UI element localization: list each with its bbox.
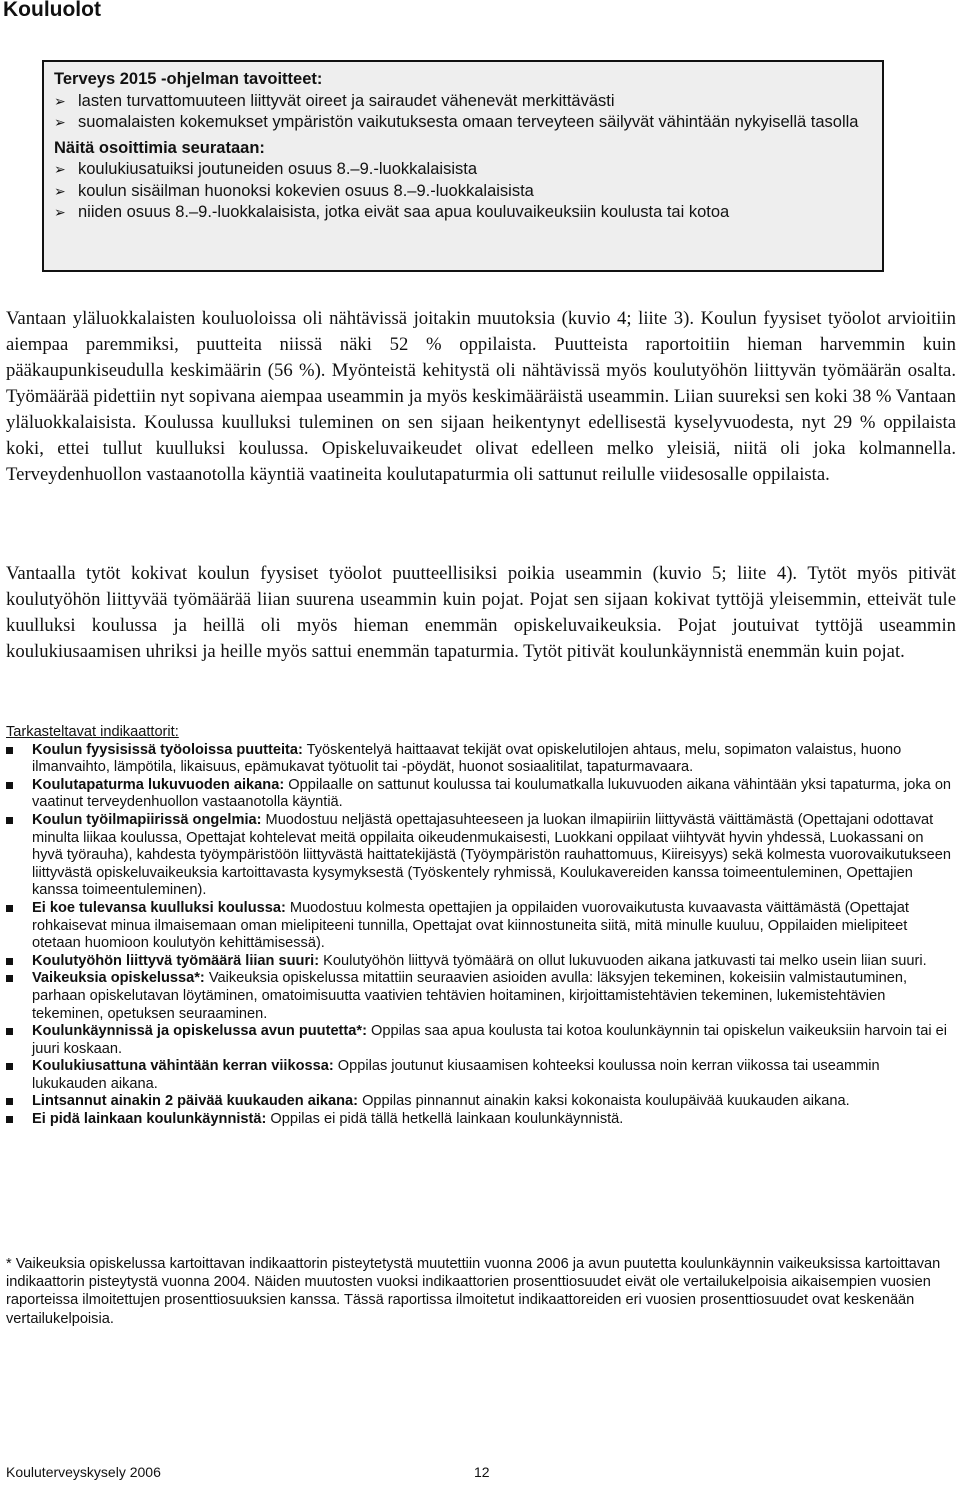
arrow-bullet-icon: ➢ [54,92,66,109]
examined-indicators-heading: Tarkasteltavat indikaattorit: [6,724,179,740]
square-bullet-icon [6,1098,13,1105]
followed-indicator-item: ➢ koulun sisäilman huonoksi kokevien osuus 8.–9.-luokkalaisista [54,181,872,203]
square-bullet-icon [6,1116,13,1123]
followed-indicator-item: ➢ koulukiusatuiksi joutuneiden osuus 8.–9.-luokkalaisista [54,159,872,181]
goal-item: ➢ suomalaisten kokemukset ympäristön vaikutuksesta omaan terveyteen säilyvät vähintään nykyisellä tasolla [54,112,872,134]
indicator-item: Vaikeuksia opiskelussa*: Vaikeuksia opiskelussa mitattiin seuraavien asioiden avulla: läksyjen tekeminen, kokeisiin valmistautuminen, parhaan opiskelutavan löytäminen, omatoimisuutta vaativien tehtävien hoitaminen, kirjoittamistehtävien tekeminen, lukemistehtävien tekeminen, opetuksen seuraaminen. [6,970,954,1023]
goals-list [54,91,872,134]
indicator-item: Lintsannut ainakin 2 päivää kuukauden aikana: Oppilas pinnannut ainakin kaksi kokonaista koulupäivää kuukauden aikana. [6,1093,954,1111]
arrow-bullet-icon: ➢ [54,182,66,199]
indicator-item: Koulunkäynnissä ja opiskelussa avun puutetta*: Oppilas saa apua koulusta tai kotoa koulunkäynnin tai opiskelun vaikeuksiin harvoin tai ei juuri koskaan. [6,1023,954,1058]
square-bullet-icon [6,905,13,912]
body-paragraph: Vantaalla tytöt kokivat koulun fyysiset työolot puutteellisiksi poikia useammin (kuvio 5; liite 4). Tytöt myös pitivät koulutyöhön liittyvää työmäärää liian suurena useammin kuin pojat. Pojat sen sijaan kokivat tyttöjä yleisemmin, etteivät tule kuulluksi koulussa ja heillä oli myös hieman enemmän opiskeluvaikeuksia. Pojat joutuivat tyttöjä useammin koulukiusaamisen uhriksi ja heille myös sattui enemmän tapaturmia. Tytöt pitivät koulunkäynnistä enemmän kuin pojat. [6,563,956,662]
followed-indicator-item: ➢ niiden osuus 8.–9.-luokkalaisista, jotka eivät saa apua kouluvaikeuksiin koulusta tai kotoa [54,202,872,224]
square-bullet-icon [6,817,13,824]
arrow-bullet-icon: ➢ [54,161,66,177]
footnote: * Vaikeuksia opiskelussa kartoittavan indikaattorin pisteytetystä muutettiin vuonna 2006 ja avun puutetta koulunkäynnin vaikeuksissa kartoittavan indikaattorin pisteytystä vuonna 2004. Näiden muutosten vuoksi indikaattorien prosenttiosuudet eivät ole vertailukelpoisia aikaisempien vuosien raporteissa ilmoitettujen prosenttiosuuksien kanssa. Tässä raportissa ilmoitetut indikaattoreiden eri vuosien prosenttiosuudet ovat keskenään vertailukelpoisia. [6,1256,941,1327]
page-number: 12 [474,1464,490,1480]
page-title: Kouluolot [3,0,101,21]
square-bullet-icon [6,1028,13,1035]
indicator-item: Koulun työilmapiirissä ongelmia: Muodostuu neljästä opettajasuhteeseen ja luokan ilmapiiriin liittyvästä väittämästä (Opettajani odottavat minulta liikaa koulussa, Opettajat kohtelevat meitä oppilaita oikeudenmukaisesti, Luokkani oppilaat viihtyvät hyvin yhdessä, Luokassani on hyvä työrauha), kahdesta työympäristöön liittyvästä haittatekijästä (Työympäristön rauhattomuus, Kiireisyys) sekä kolmesta vuorovaikutukseen liittyvästä opiskeluvaikeuksia kartoittavasta kysymyksestä (Työskentely ryhmissä, Koulukavereiden kanssa toimeentuleminen, Opettajien kanssa toimeentuleminen). [6,812,954,900]
square-bullet-icon [6,782,13,789]
square-bullet-icon [6,747,13,754]
footer-source: Kouluterveyskysely 2006 [6,1464,161,1480]
goals-box [42,60,884,272]
examined-indicators-list [6,742,954,1129]
indicator-item: Koulukiusattuna vähintään kerran viikossa: Oppilas joutunut kiusaamisen kohteeksi koulussa noin kerran viikossa tai useammin lukukauden aikana. [6,1058,954,1093]
arrow-bullet-icon: ➢ [54,204,66,220]
arrow-bullet-icon: ➢ [54,114,66,130]
indicator-item: Koulutapaturma lukuvuoden aikana: Oppilaalle on sattunut koulussa tai koulumatkalla lukuvuoden aikana vähintään yksi tapaturma, joka on vaatinut terveydenhuollon vastaanotolla käyntiä. [6,777,954,812]
followed-indicators-heading: Näitä osoittimia seurataan: [54,138,265,157]
indicator-item: Ei pidä lainkaan koulunkäynnistä: Oppilas ei pidä tällä hetkellä lainkaan koulunkäynnistä. [6,1111,954,1129]
indicator-item: Ei koe tulevansa kuulluksi koulussa: Muodostuu kolmesta opettajien ja oppilaiden vuorovaikutusta kuvaavasta väittämästä (Opettajat rohkaisevat minua ilmaisemaan oman mielipiteeni tunnilla, Opettajat ovat kiinnostuneita siitä, mitä minulle kuuluu, Oppilaiden mielipiteet otetaan huomioon koulutyön kehittämisessä). [6,900,954,953]
indicator-item: Koulutyöhön liittyvä työmäärä liian suuri: Koulutyöhön liittyvä työmäärä on ollut lukuvuoden aikana jatkuvasti tai melko usein liian suuri. [6,953,954,971]
examined-indicators [6,724,954,1129]
square-bullet-icon [6,958,13,965]
body-paragraph: Vantaan yläluokkalaisten kouluoloissa oli nähtävissä joitakin muutoksia (kuvio 4; liite 3). Koulun fyysiset työolot arvioitiin aiempaa paremmiksi, puutteita niissä näki 52 % oppilaista. Puutteista raportoitiin hieman harvemmin kuin pääkaupunkiseudulla keskimäärin (56 %). Myönteistä kehitystä oli nähtävissä myös koulutyöhön liittyvän työmäärän osalta. Työmäärää pidettiin nyt sopivana aiempaa useammin ja myös keskimääräistä useammin. Liian suureksi sen koki 38 % Vantaan yläluokkalaisista. Koulussa kuulluksi tuleminen on sen sijaan heikentynyt edellisestä kyselyvuodesta, nyt 29 % oppilaista koki, ettei tullut kuulluksi koulussa. Opiskeluvaikeudet olivat edelleen melko yleisiä, niitä oli joka kolmannella. Terveydenhuollon vastaanotolla käyntiä vaatineita koulutapaturmia oli sattunut reilulle viidesosalle oppilaista. [6,308,956,485]
goals-heading: Terveys 2015 -ohjelman tavoitteet: [54,70,323,88]
goal-item: ➢ lasten turvattomuuteen liittyvät oireet ja sairaudet vähenevät merkittävästi [54,91,872,113]
square-bullet-icon [6,975,13,982]
indicator-item: Koulun fyysisissä työoloissa puutteita: Työskentelyä haittaavat tekijät ovat opiskelutilojen ahtaus, melu, sopimaton valaistus, huono ilmanvaihto, lämpötila, likaisuus, epämukavat työtuolit tai -pöydät, huonot sosiaalitilat, tapaturmavaara. [6,742,954,777]
followed-indicators-list [54,159,872,224]
square-bullet-icon [6,1063,13,1070]
